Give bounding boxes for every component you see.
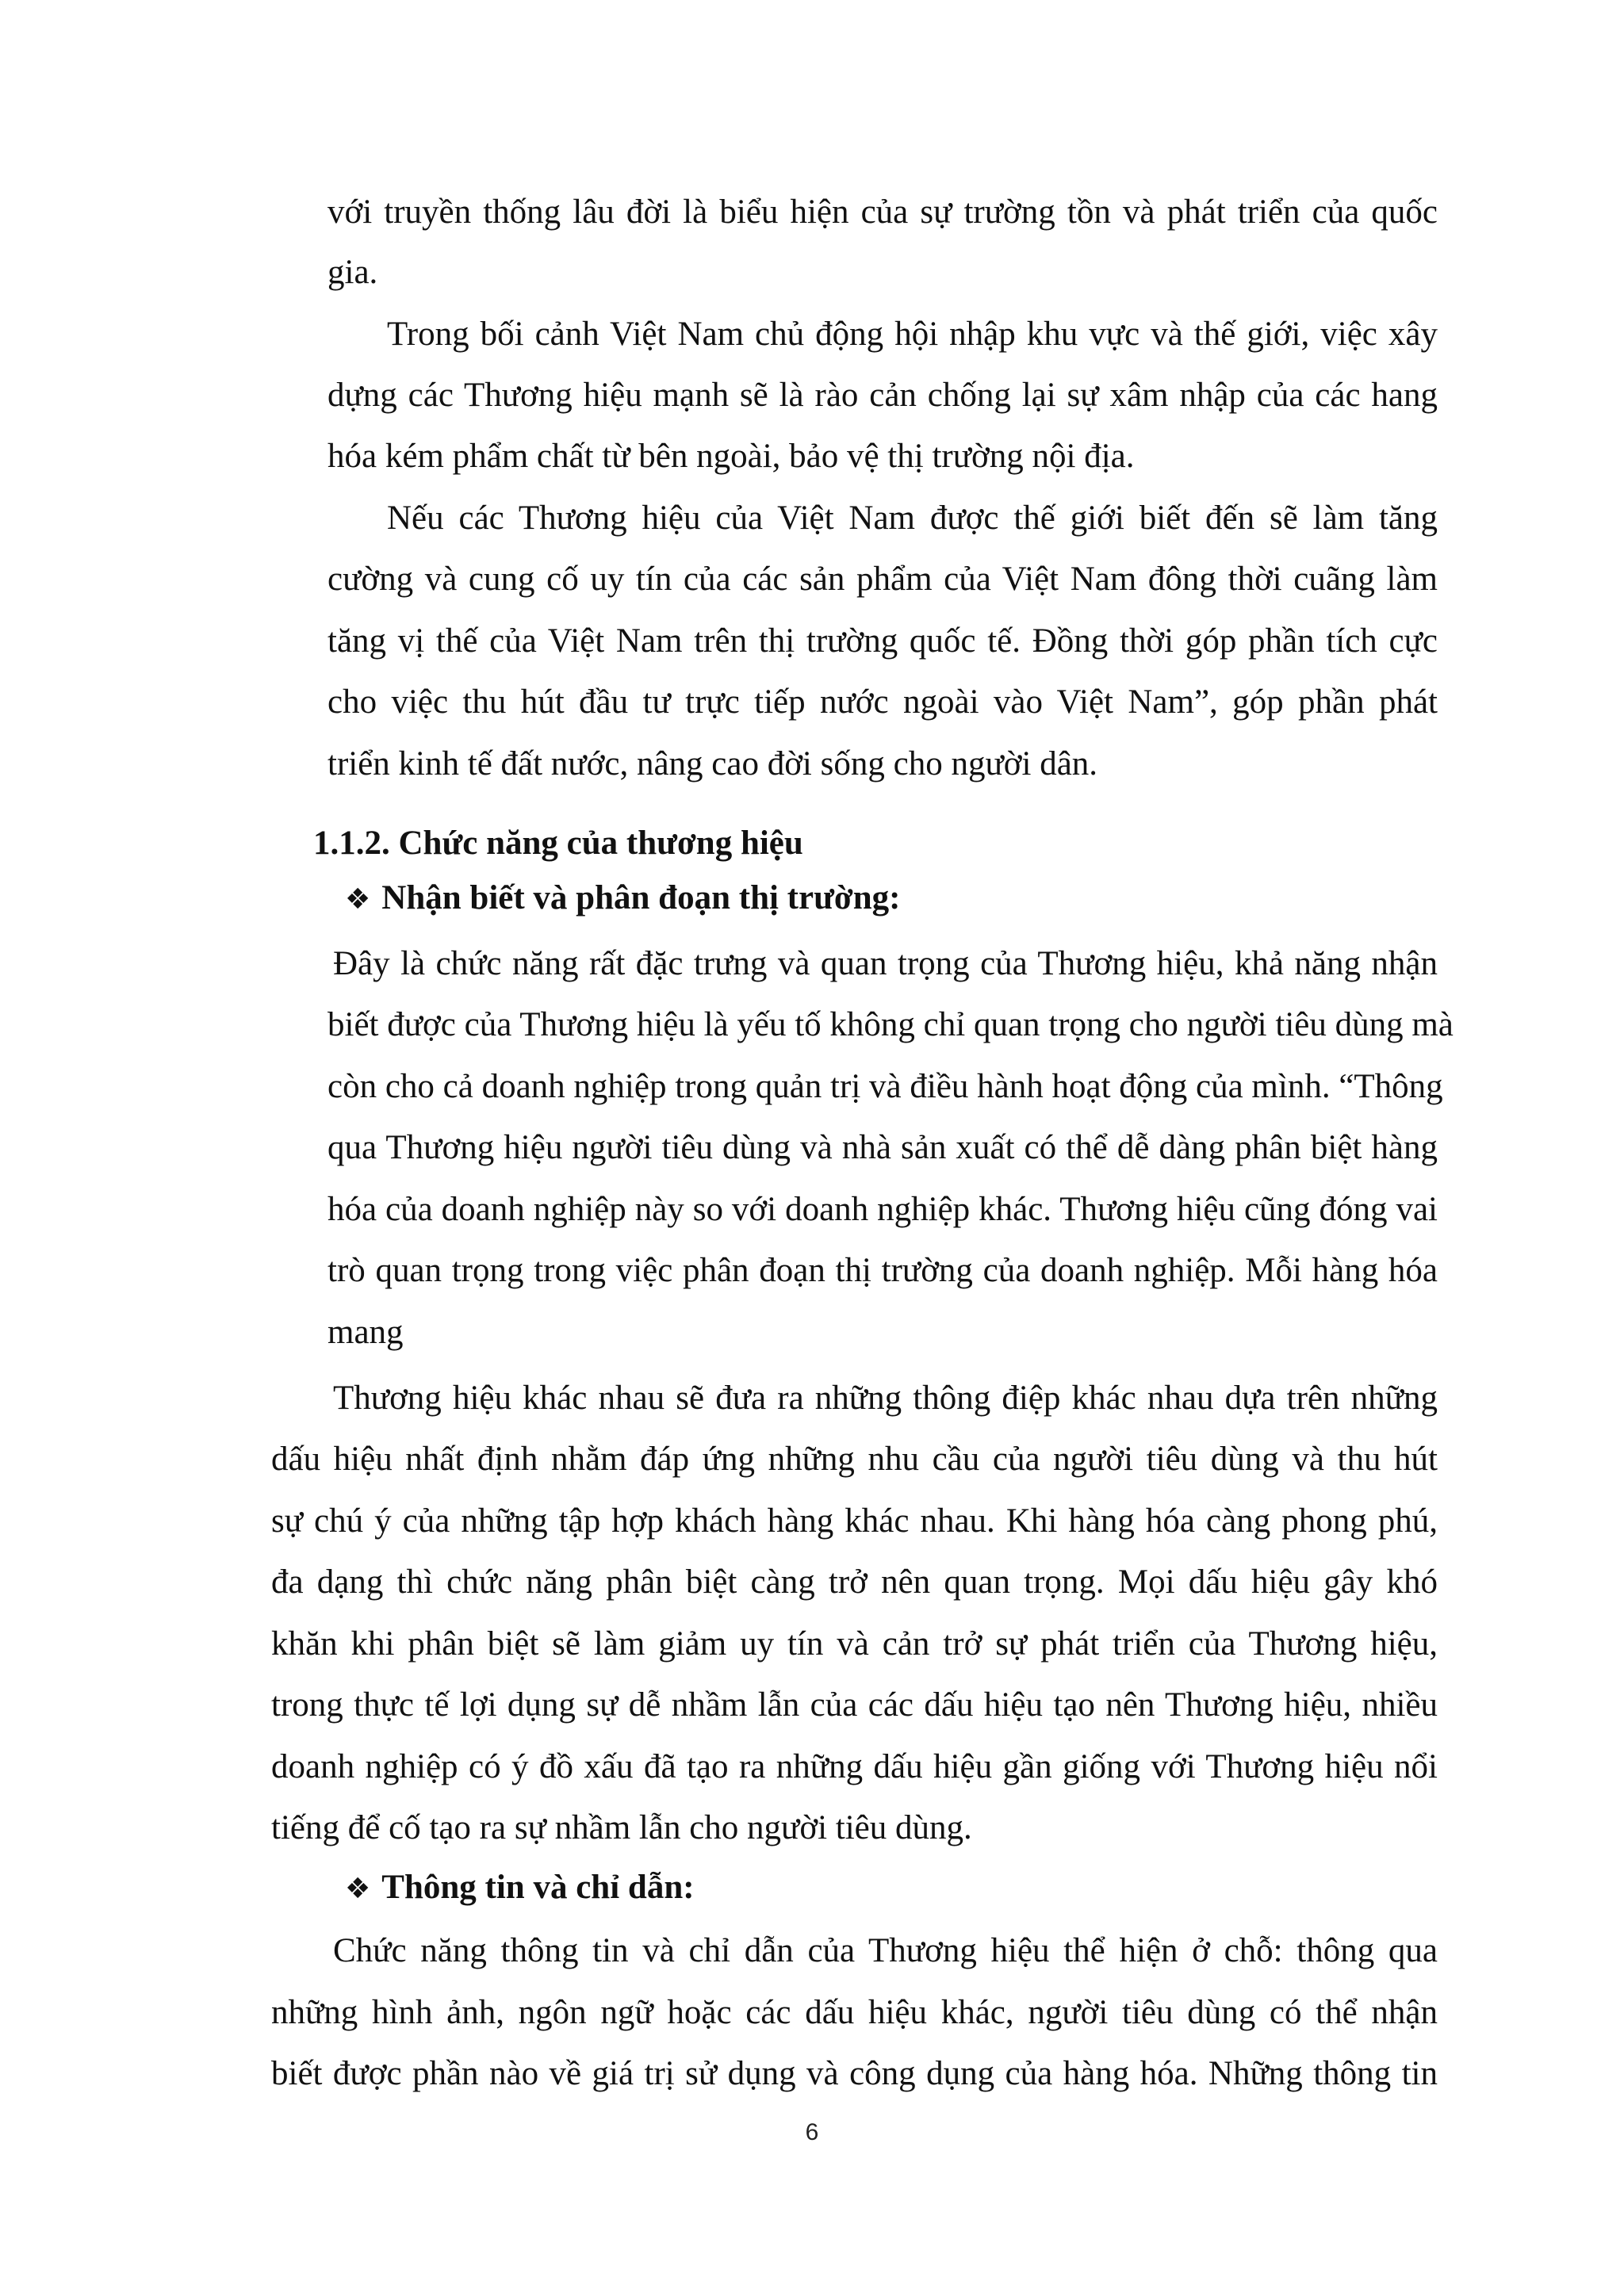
subheading-information-guidance — [345, 1864, 695, 1913]
diamond-bullet-icon: ❖ — [345, 1873, 371, 1905]
paragraph-3-line-2: cường và cung cố uy tín của các sản phẩm của Việt Nam đông thời cuãng làm — [327, 561, 1438, 598]
paragraph-1-line-1: với truyền thống lâu đời là biểu hiện của sự trường tồn và phát triển của quốc — [327, 193, 1438, 231]
section-heading: 1.1.2. Chức năng của thương hiệu — [313, 825, 803, 862]
paragraph-5-line-7: doanh nghiệp có ý đồ xấu đã tạo ra những dấu hiệu gần giống với Thương hiệu nổi — [271, 1748, 1438, 1785]
paragraph-3-line-1: Nếu các Thương hiệu của Việt Nam được thế giới biết đến sẽ làm tăng — [387, 499, 1438, 537]
paragraph-2-line-3: hóa kém phẩm chất từ bên ngoài, bảo vệ thị trường nội địa. — [327, 438, 1135, 475]
paragraph-2-line-1: Trong bối cảnh Việt Nam chủ động hội nhập khu vực và thế giới, việc xây — [387, 316, 1438, 353]
diamond-bullet-icon: ❖ — [345, 883, 371, 916]
paragraph-4-line-2: biết được của Thương hiệu là yếu tố không chỉ quan trọng cho người tiêu dùng mà — [327, 1006, 1454, 1043]
paragraph-2-line-2: dựng các Thương hiệu mạnh sẽ là rào cản chống lại sự xâm nhập của các hang — [327, 377, 1438, 414]
paragraph-5-line-6: trong thực tế lợi dụng sự dễ nhầm lẫn của các dấu hiệu tạo nên Thương hiệu, nhiều — [271, 1686, 1438, 1724]
paragraph-4-line-7: mang — [327, 1314, 404, 1351]
paragraph-3-line-5: triển kinh tế đất nước, nâng cao đời sống cho người dân. — [327, 745, 1098, 783]
paragraph-5-line-8: tiếng để cố tạo ra sự nhầm lẫn cho người tiêu dùng. — [271, 1809, 972, 1846]
page-number: 6 — [805, 2119, 819, 2145]
paragraph-4-line-4: qua Thương hiệu người tiêu dùng và nhà sản xuất có thể dễ dàng phân biệt hàng — [327, 1129, 1438, 1166]
subheading-market-recognition-text: Nhận biết và phân đoạn thị trường: — [381, 879, 901, 916]
subheading-market-recognition — [345, 874, 900, 924]
paragraph-6-line-2: những hình ảnh, ngôn ngữ hoặc các dấu hiệu khác, người tiêu dùng có thể nhận — [271, 1994, 1438, 2031]
paragraph-5-line-4: đa dạng thì chức năng phân biệt càng trở nên quan trọng. Mọi dấu hiệu gây khó — [271, 1563, 1438, 1601]
paragraph-1-line-2: gia. — [327, 254, 378, 291]
paragraph-4-line-3: còn cho cả doanh nghiệp trong quản trị và điều hành hoạt động của mình. “Thông — [327, 1068, 1443, 1105]
paragraph-5-line-5: khăn khi phân biệt sẽ làm giảm uy tín và cản trở sự phát triển của Thương hiệu, — [271, 1625, 1438, 1663]
paragraph-6-line-1: Chức năng thông tin và chỉ dẫn của Thương hiệu thể hiện ở chỗ: thông qua — [333, 1932, 1438, 1969]
paragraph-5-line-3: sự chú ý của những tập hợp khách hàng khác nhau. Khi hàng hóa càng phong phú, — [271, 1502, 1438, 1540]
paragraph-4-line-5: hóa của doanh nghiệp này so với doanh nghiệp khác. Thương hiệu cũng đóng vai — [327, 1191, 1438, 1228]
paragraph-3-line-4: cho việc thu hút đầu tư trực tiếp nước ngoài vào Việt Nam”, góp phần phát — [327, 683, 1438, 721]
paragraph-5-line-1: Thương hiệu khác nhau sẽ đưa ra những thông điệp khác nhau dựa trên những — [333, 1380, 1438, 1417]
paragraph-4-line-6: trò quan trọng trong việc phân đoạn thị trường của doanh nghiệp. Mỗi hàng hóa — [327, 1252, 1438, 1289]
paragraph-4-line-1: Đây là chức năng rất đặc trưng và quan trọng của Thương hiệu, khả năng nhận — [333, 945, 1438, 982]
subheading-information-guidance-text: Thông tin và chỉ dẫn: — [381, 1869, 695, 1906]
paragraph-3-line-3: tăng vị thế của Việt Nam trên thị trường quốc tế. Đồng thời góp phần tích cực — [327, 622, 1438, 660]
paragraph-5-line-2: dấu hiệu nhất định nhằm đáp ứng những nhu cầu của người tiêu dùng và thu hút — [271, 1441, 1438, 1478]
paragraph-6-line-3: biết được phần nào về giá trị sử dụng và công dụng của hàng hóa. Những thông tin — [271, 2055, 1438, 2092]
